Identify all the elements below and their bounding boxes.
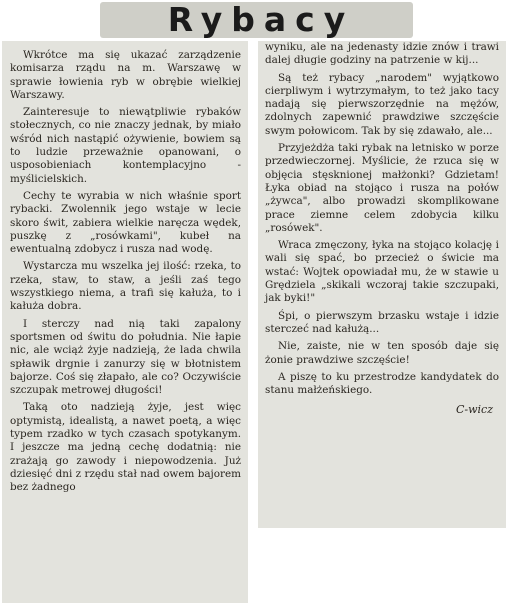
paragraph: Wraca zmęczony, łyka na stojąco kolację i wali się spać, bo przecież o świcie ma wstać: Wojtek opowiadał mu, że w stawie u Grędziela „skikali wczoraj takie szczupaki, jak byki!" [265,239,499,305]
paragraph: Przyjeżdża taki rybak na letnisko w porze przedwieczornej. Myślicie, że rzuca się w objęcia stęsknionej małżonki? Gdzietam! Łyka obiad na stojąco i rusza na połów „żywca", albo prowadzi skomplikowane prace ziemne celem zdobycia kilku „rosówek". [265,142,499,234]
paragraph-continued: wyniku, ale na jedenasty idzie znów i trawi dalej długie godziny na patrzenie w kij... [265,41,499,67]
paragraph: I sterczy nad nią taki zapalony sportsmen od świtu do południa. Nie łapie nic, ale wciąż żyje nadzieją, że lada chwila spławik drgnie i zanurzy się w błotnistem bajorze. Coś się złapało, ale co? Oczywiście szczupak metrowej długości! [10,317,241,397]
article-column-left [2,41,248,603]
page-margin [248,528,510,604]
headline-banner [100,2,413,38]
article-title: Rybacy [167,0,355,39]
paragraph: Taką oto nadzieją żyje, jest więc optymistą, idealistą, a nawet poetą, a więc typem rzadko w tych czasach spotykanym. I jeszcze ma jedną cechę dodatnią: nie zrażają go zawody i niepowodzenia. Już dziesięć dni z rzędu stał nad owem bajorem bez żadnego [10,401,241,494]
paragraph: Zainteresuje to niewątpliwie rybaków stołecznych, co nie znaczy jednak, by miało wśród nich nastąpić ożywienie, bowiem są to ludzie przeważnie opanowani, o usposobieniach kontemplacyjno - myślicielskich. [10,106,241,185]
paragraph: Nie, zaiste, nie w ten sposób daje się żonie prawdziwe szczęście! [265,340,499,366]
paragraph: Wystarcza mu wszelka jej ilość: rzeka, to rzeka, staw, to staw, a jeśli zaś tego wszystkiego niema, a trafi się kałuża, to i kałuża dobra. [10,260,241,313]
author-signature: C-wicz [455,403,493,417]
paragraph: Wkrótce ma się ukazać zarządzenie komisarza rządu na m. Warszawę w sprawie łowienia ryb w obrębie wielkiej Warszawy. [10,49,241,101]
article-column-right [258,41,506,528]
paragraph: Cechy te wyrabia w nich właśnie sport rybacki. Zwolennik jego wstaje w lecie skoro świt, zabiera wielkie naręcza wędek, puszkę z „rosówkami", kubeł na ewentualną zdobycz i rusza nad wodę. [10,189,241,256]
paragraph: Są też rybacy „narodem" wyjątkowo cierpliwym i wytrzymałym, to też jako tacy nadają się pierwszorzędnie na mężów, zdolnych zapewnić prawdziwe szczęście swym połowicom. Tak by się zdawało, ale... [265,71,499,137]
paragraph: A piszę to ku przestrodze kandydatek do stanu małżeńskiego. [265,370,499,397]
paragraph: Śpi, o pierwszym brzasku wstaje i idzie sterczeć nad kałużą... [265,309,499,335]
